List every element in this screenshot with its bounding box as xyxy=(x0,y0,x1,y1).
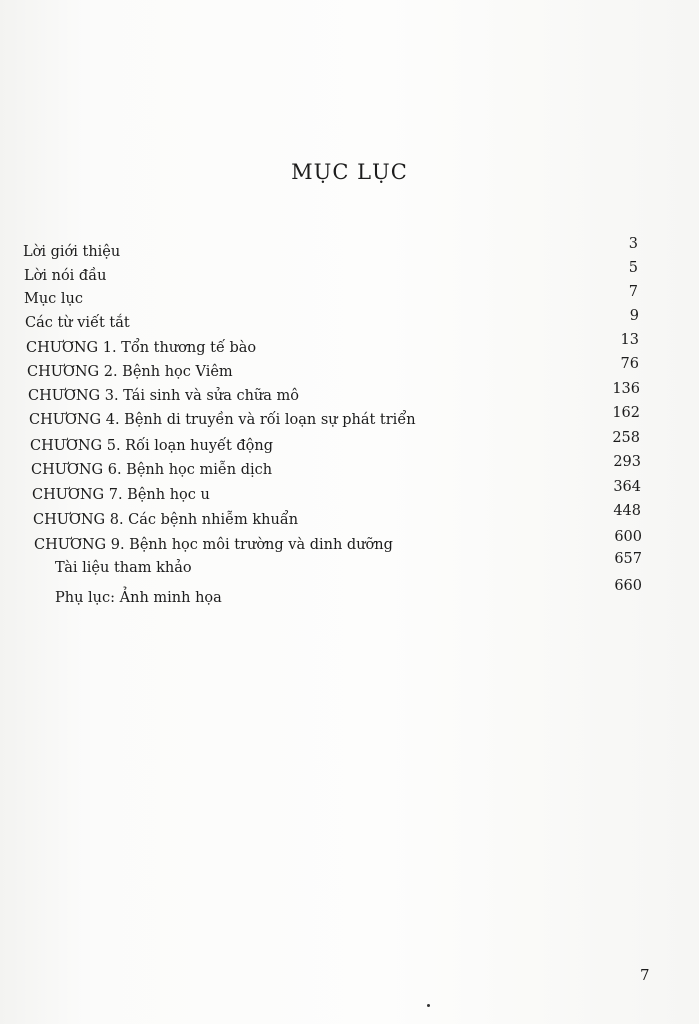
toc-entry-page: 258 xyxy=(612,430,640,446)
toc-entry-page: 7 xyxy=(628,284,638,300)
page-title: MỤC LỤC xyxy=(291,160,408,184)
page-number: 7 xyxy=(640,966,650,984)
toc-entry-page: 293 xyxy=(613,454,641,470)
toc-entry-page: 5 xyxy=(628,260,638,276)
toc-entry-label: Phụ lục: Ảnh minh họa xyxy=(55,590,222,606)
toc-entry-label: CHƯƠNG 5. Rối loạn huyết động xyxy=(30,438,274,454)
toc-entry-page: 9 xyxy=(629,308,639,324)
toc-entry-label: CHƯƠNG 4. Bệnh di truyền và rối loạn sự phát triển xyxy=(29,412,416,428)
toc-entry-page: 13 xyxy=(620,332,639,348)
toc-entry-page: 660 xyxy=(614,578,642,594)
toc-entry-page: 162 xyxy=(612,405,640,421)
toc-entry-label: CHƯƠNG 8. Các bệnh nhiễm khuẩn xyxy=(33,512,299,528)
toc-entry-label: CHƯƠNG 6. Bệnh học miễn dịch xyxy=(31,462,273,478)
toc-entry-label: Mục lục xyxy=(24,291,84,307)
toc-entry-label: Lời nói đầu xyxy=(24,268,107,284)
toc-entry-label: Lời giới thiệu xyxy=(23,244,121,260)
toc-entry-page: 3 xyxy=(628,236,638,252)
toc-entry-page: 136 xyxy=(612,381,640,397)
toc-entry-label: Tài liệu tham khảo xyxy=(55,560,192,576)
toc-entry-label: CHƯƠNG 9. Bệnh học môi trường và dinh dưỡng xyxy=(34,537,393,553)
toc-entry-page: 364 xyxy=(613,479,641,495)
toc-entry-page: 600 xyxy=(614,529,642,545)
toc-entry-label: CHƯƠNG 7. Bệnh học u xyxy=(32,487,210,503)
toc-entry-page: 76 xyxy=(620,356,639,372)
toc-entry-page: 657 xyxy=(614,551,642,567)
toc-entry-label: CHƯƠNG 1. Tổn thương tế bào xyxy=(26,340,257,356)
toc-entry-page: 448 xyxy=(613,503,641,519)
toc-entry-label: Các từ viết tắt xyxy=(25,315,130,331)
ink-speck xyxy=(427,1004,430,1007)
toc-entry-label: CHƯƠNG 2. Bệnh học Viêm xyxy=(27,364,233,380)
toc-entry-label: CHƯƠNG 3. Tái sinh và sửa chữa mô xyxy=(28,388,299,404)
